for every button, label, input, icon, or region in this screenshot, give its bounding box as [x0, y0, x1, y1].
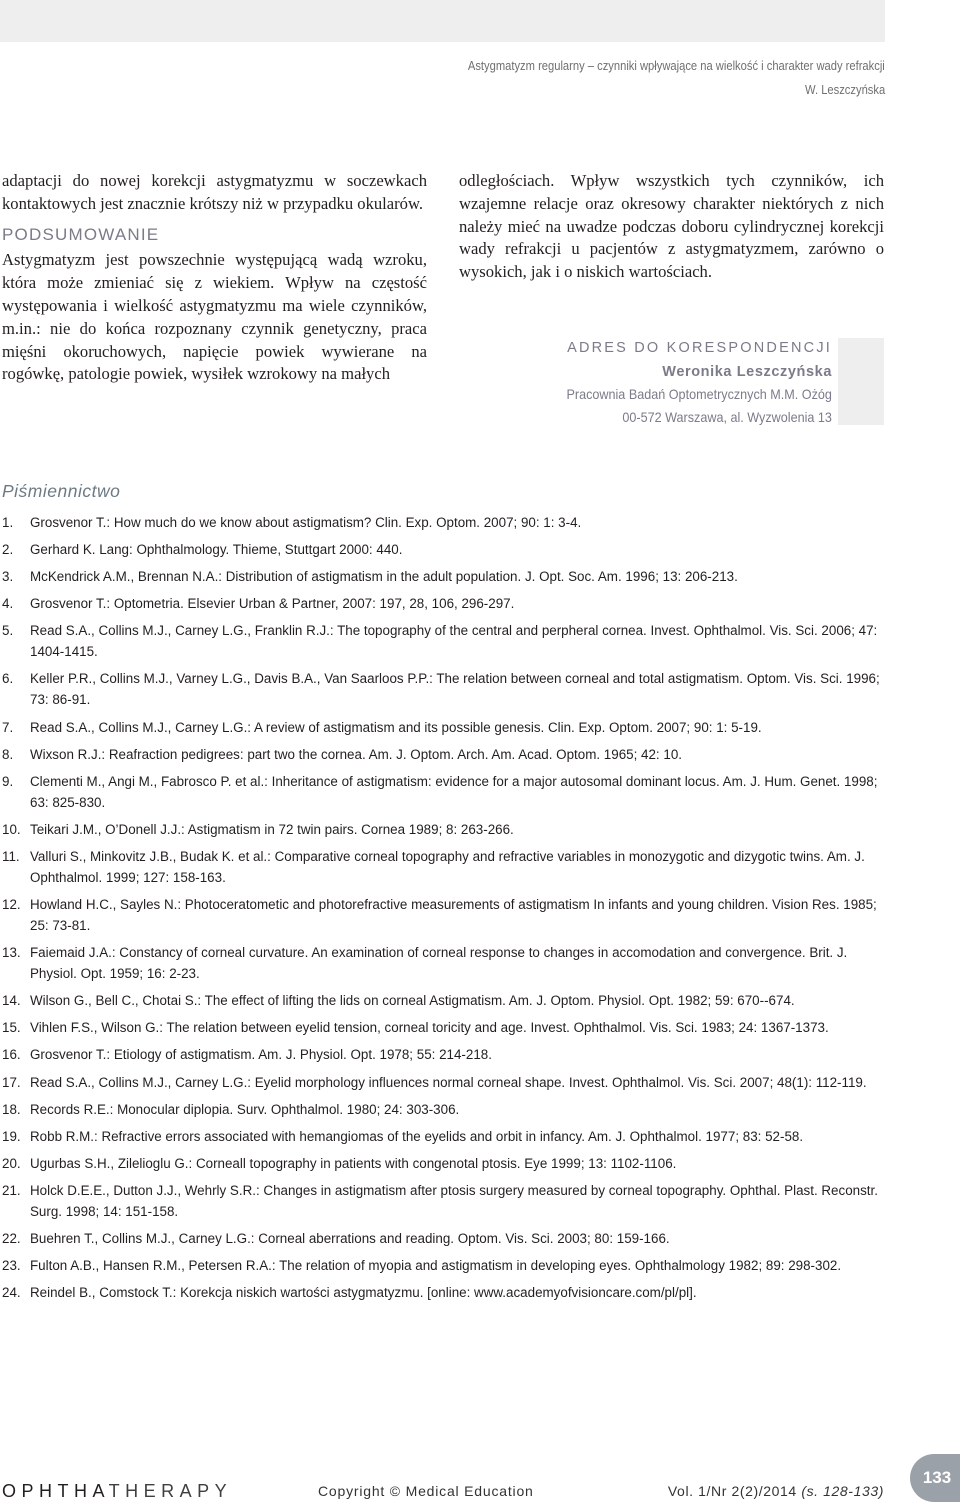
copyright: Copyright © Medical Education	[318, 1483, 534, 1499]
street-address: 00-572 Warszawa, al. Wyzwolenia 13	[622, 409, 832, 425]
reference-text: Grosvenor T.: How much do we know about astigmatism? Clin. Exp. Optom. 2007; 90: 1: 3-4.	[30, 515, 582, 530]
reference-text: Records R.E.: Monocular diplopia. Surv. Ophthalmol. 1980; 24: 303-306.	[30, 1101, 460, 1117]
reference-number: 12.	[2, 897, 21, 913]
reference-number: 7.	[2, 719, 14, 735]
reference-text: Teikari J.M., O’Donell J.J.: Astigmatism in 72 twin pairs. Cornea 1989; 8: 263-266.	[30, 821, 514, 837]
institution: Pracownia Badań Optometrycznych M.M. Ożóg	[566, 386, 832, 402]
running-title: Astygmatyzm regularny – czynniki wpływające na wielkość i charakter wady refrakcji	[468, 58, 885, 73]
reference-number: 9.	[2, 773, 14, 789]
reference-number: 18.	[2, 1101, 21, 1117]
reference-item	[2, 1072, 890, 1093]
section-heading: PODSUMOWANIE	[2, 224, 160, 244]
reference-text: Robb R.M.: Refractive errors associated with hemangiomas of the eyelids and orbit in infancy. Am. J. Ophthalmol. 1977; 83: 52-58.	[30, 1128, 804, 1144]
address-heading: ADRES DO KORESPONDENCJI	[567, 340, 832, 356]
reference-item	[2, 1228, 890, 1249]
reference-number: 15.	[2, 1020, 21, 1036]
reference-number: 19.	[2, 1128, 21, 1144]
reference-text: Read S.A., Collins M.J., Carney L.G.: Eyelid morphology influences normal corneal shape. Invest. Ophthalmol. Vis. Sci. 2007; 48(1): 112-119.	[30, 1074, 867, 1090]
reference-text: Faiemaid J.A.: Constancy of corneal curvature. An examination of corneal response to changes in accomodation and convergence. Brit. J. Physiol. Opt. 1959; 16: 2-23.	[30, 945, 848, 982]
reference-number: 21.	[2, 1182, 21, 1198]
author-name: Weronika Leszczyńska	[662, 364, 832, 380]
reference-number: 20.	[2, 1155, 21, 1171]
references-heading: Piśmiennictwo	[2, 481, 121, 501]
volume-info: Vol. 1/Nr 2(2)/2014 (s. 128-133)	[667, 1483, 884, 1499]
reference-number: 23.	[2, 1258, 21, 1274]
reference-text: Read S.A., Collins M.J., Carney L.G., Franklin R.J.: The topography of the central and perpheral cornea. Invest. Ophthalmol. Vis. Sci. 2006; 47: 1404-1415.	[30, 623, 878, 660]
journal-logo: OPHTHATHERAPY	[2, 1481, 233, 1501]
address-marker-box	[838, 338, 884, 425]
reference-item	[2, 539, 890, 560]
reference-item	[2, 1126, 890, 1147]
reference-item	[2, 512, 890, 533]
reference-number: 10.	[2, 821, 21, 837]
reference-item	[2, 894, 890, 936]
reference-item	[2, 744, 890, 765]
reference-text: Fulton A.B., Hansen R.M., Petersen R.A.: The relation of myopia and astigmatism in developing eyes. Ophthalmology 1982; 89: 298-302.	[30, 1258, 842, 1274]
reference-number: 3.	[2, 569, 14, 585]
reference-item	[2, 1044, 890, 1065]
page-number-badge: 133	[910, 1454, 960, 1502]
reference-number: 1.	[2, 515, 14, 530]
reference-item	[2, 990, 890, 1011]
reference-number: 5.	[2, 623, 14, 639]
reference-item	[2, 566, 890, 587]
reference-number: 24.	[2, 1285, 21, 1301]
correspondence-address	[537, 340, 832, 432]
reference-item	[2, 942, 890, 984]
reference-text: Vihlen F.S., Wilson G.: The relation between eyelid tension, corneal toricity and age. Invest. Ophthalmol. Vis. Sci. 1983; 24: 1367-1373.	[30, 1020, 829, 1036]
reference-item	[2, 1099, 890, 1120]
paragraph: adaptacji do nowej korekcji astygmatyzmu w soczewkach kontaktowych jest znacznie krótszy niż w przypadku okularów.	[2, 171, 427, 213]
reference-item	[2, 1017, 890, 1038]
reference-item	[2, 620, 890, 662]
reference-text: Clementi M., Angi M., Fabrosco P. et al.: Inheritance of astigmatism: evidence for a major autosomal dominant locus. Am. J. Hum. Genet. 1998; 63: 825-830.	[30, 773, 878, 810]
reference-text: McKendrick A.M., Brennan N.A.: Distribution of astigmatism in the adult population. J. Opt. Soc. Am. 1996; 13: 206-213.	[30, 569, 738, 585]
reference-number: 6.	[2, 671, 14, 687]
reference-number: 22.	[2, 1230, 21, 1246]
reference-number: 2.	[2, 542, 14, 558]
reference-item	[2, 1180, 890, 1222]
paragraph: odległościach. Wpływ wszystkich tych czynników, ich wzajemne relacje oraz okresowy charakter niektórych z nich należy mieć na uwadze podczas doboru cylindrycznej korekcji wady refrakcji u pacjentów z astygmatyzmem, zarówno o wysokich, jak i o niskich wartościach.	[459, 171, 884, 282]
reference-text: Reindel B., Comstock T.: Korekcja niskich wartości astygmatyzmu. [online: www.academyofvisioncare.com/pl/pl].	[30, 1285, 697, 1301]
reference-text: Holck D.E.E., Dutton J.J., Wehrly S.R.: Changes in astigmatism after ptosis surgery measured by corneal topography. Ophthal. Plast. Reconstr. Surg. 1998; 14: 151-158.	[30, 1182, 878, 1219]
reference-item	[2, 717, 890, 738]
reference-text: Grosvenor T.: Optometria. Elsevier Urban & Partner, 2007: 197, 28, 106, 296-297.	[30, 596, 515, 612]
reference-text: Wixson R.J.: Reafraction pedigrees: part two the cornea. Am. J. Optom. Arch. Am. Acad. Optom. 1965; 42: 10.	[30, 746, 682, 762]
reference-text: Keller P.R., Collins M.J., Varney L.G., Davis B.A., Van Saarloos P.P.: The relation between corneal and total astigmatism. Optom. Vis. Sci. 1996; 73: 86-91.	[30, 671, 880, 708]
left-column	[2, 170, 427, 386]
reference-number: 4.	[2, 596, 14, 612]
reference-text: Ugurbas S.H., Zilelioglu G.: Corneall topography in patients with congenotal ptosis. Eye 1999; 13: 1102-1106.	[30, 1155, 677, 1171]
reference-number: 8.	[2, 746, 14, 762]
reference-number: 17.	[2, 1074, 21, 1090]
reference-number: 14.	[2, 993, 21, 1009]
reference-text: Howland H.C., Sayles N.: Photoceratometic and photorefractive measurements of astigmatism In infants and young children. Vision Res. 1985; 25: 73-81.	[30, 897, 877, 934]
reference-item	[2, 1255, 890, 1276]
reference-item	[2, 1153, 890, 1174]
reference-text: Gerhard K. Lang: Ophthalmology. Thieme, Stuttgart 2000: 440.	[30, 542, 403, 558]
reference-text: Buehren T., Collins M.J., Carney L.G.: Corneal aberrations and reading. Optom. Vis. Sci. 2003; 80: 159-166.	[30, 1230, 670, 1246]
reference-text: Read S.A., Collins M.J., Carney L.G.: A review of astigmatism and its possible genesis. Clin. Exp. Optom. 2007; 90: 1: 5-19.	[30, 719, 762, 735]
reference-item	[2, 819, 890, 840]
reference-item	[2, 771, 890, 813]
reference-number: 16.	[2, 1047, 21, 1063]
paragraph: Astygmatyzm jest powszechnie występującą wadą wzroku, która może zmieniać się z wiekiem. Wpływ na częstość występowania i wielkość astygmatyzmu ma wiele czynników, m.in.: nie do końca rozpoznany czynnik genetyczny, praca mięśni okoruchowych, napięcie powiek wywierane na rogówkę, patologie powiek, wysiłek wzrokowy na małych	[2, 250, 427, 384]
right-column	[459, 170, 884, 284]
references-list	[2, 512, 890, 1309]
reference-item	[2, 668, 890, 710]
reference-item	[2, 1282, 890, 1303]
header-band	[0, 0, 885, 42]
reference-text: Wilson G., Bell C., Chotai S.: The effect of lifting the lids on corneal Astigmatism. Am. J. Optom. Physiol. Opt. 1982; 59: 670--674.	[30, 993, 795, 1009]
reference-text: Valluri S., Minkovitz J.B., Budak K. et al.: Comparative corneal topography and refractive variables in monozygotic and dizygotic twins. Am. J. Ophthalmol. 1999; 127: 158-163.	[30, 848, 865, 885]
reference-text: Grosvenor T.: Etiology of astigmatism. Am. J. Physiol. Opt. 1978; 55: 214-218.	[30, 1047, 492, 1063]
reference-item	[2, 846, 890, 888]
reference-number: 11.	[2, 848, 20, 864]
reference-number: 13.	[2, 945, 21, 961]
running-author: W. Leszczyńska	[804, 82, 885, 97]
reference-item	[2, 593, 890, 614]
